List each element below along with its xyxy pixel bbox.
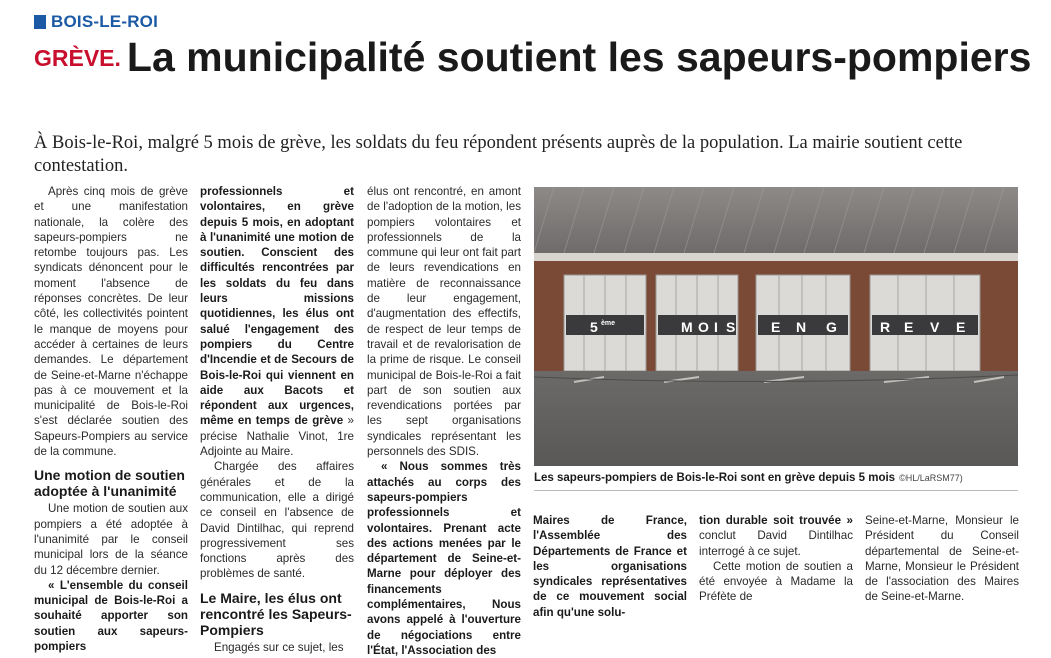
paragraph: Une motion de soutien aux pompiers a été adoptée à l'unanimité par le conseil municipal lors de la séance du 12 décembre dernier. [34, 502, 188, 577]
article-headline [34, 36, 1034, 80]
section-label: BOIS-LE-ROI [51, 12, 159, 31]
paragraph: Après cinq mois de grève et une manifestation nationale, la colère des sapeurs-pompiers ne retombe toujours pas. Les syndicats dénoncent pour le moment l'absence de réponses concrètes. De leur côté, les collectivités pointent le manque de moyens pour accéder à certaines de leurs demandes. Le département de Seine-et-Marne n'échappe pas à ce mouvement et la municipalité de Bois-le-Roi s'est déclarée soutien des Sapeurs-Pompiers au service de la commune. [34, 185, 188, 459]
door-sign-char: V [930, 319, 940, 335]
quote-paragraph [699, 513, 853, 559]
article-column-1 [34, 184, 188, 654]
paragraph: Chargée des affaires générales et de la communication, elle a dirigé ce conseil en l'absence de David Dintilhac, qui reprend progressivement ses fonctions après des problèmes de santé. [200, 460, 354, 581]
article-lead: À Bois-le-Roi, malgré 5 mois de grève, les soldats du feu répondent présents auprès de la population. La mairie soutient cette contestation. [34, 133, 963, 176]
paragraph: Seine-et-Marne, Monsieur le Président du Conseil départemental de Seine-et-Marne, Monsieur le Président de l'association des Maires de Seine-et-Marne. [865, 514, 1019, 604]
door-sign-char: I [714, 319, 718, 335]
caption-text: Les sapeurs-pompiers de Bois-le-Roi sont en grève depuis 5 mois [534, 472, 896, 484]
subheading: Une motion de soutien adoptée à l'unanimité [34, 467, 185, 500]
door-sign-char: ème [601, 320, 616, 327]
article-column-2 [200, 184, 354, 655]
quote-paragraph: « Nous sommes très attachés au corps des sapeurs-pompiers professionnels et volontaires. Prenant acte des actions menées par le département de Seine-et-Marne pour déployer des financements complémentaires, Nous avons appelé à l'ouverture de négociations entre l'État, l'Association des [367, 460, 521, 657]
door-sign-char: E [904, 319, 914, 335]
article-column-6 [865, 513, 1019, 605]
door-sign-char: 5 [590, 319, 598, 335]
quote-text: professionnels et volontaires, en grève depuis 5 mois, en adoptant à l'unanimité une motion de soutien. Conscient des difficultés rencontrées par les soldats du feu dans leurs missions quotidiennes, les élus ont salué l'engagement des pompiers du Centre d'Incendie et de Secours de Bois-le-Roi qui viennent en aide aux Bacots et répondent aux urgences, même en temps de grève [200, 185, 354, 428]
door-sign-char: G [826, 319, 837, 335]
photo-credit: ©HL/LaRSM77) [899, 473, 963, 483]
quote-paragraph: « L'ensemble du conseil municipal de Bois-le-Roi a souhaité apporter son soutien aux sapeurs-pompiers [34, 578, 188, 654]
section-marker-icon [34, 15, 46, 29]
door-sign-char: E [956, 319, 966, 335]
fire-station-photo [534, 187, 1018, 466]
door-sign-char: M [681, 319, 693, 335]
door-sign-char: E [771, 319, 781, 335]
article-column-4 [533, 513, 687, 620]
paragraph: Engagés sur ce sujet, les [214, 640, 344, 654]
door-sign-char: O [698, 319, 709, 335]
quote-paragraph: Maires de France, l'Assemblée des Départements de France et les organisations syndicales représentatives de ce mouvement social afin qu'une solu- [533, 514, 687, 619]
quote-attribution: conclut David Dintilhac interrogé à ce sujet. [699, 529, 853, 558]
article-column-5 [699, 513, 853, 605]
quote-attribution: » précise Nathalie Vinot, 1re Adjointe au Maire. [200, 414, 354, 459]
door-sign-char: R [880, 319, 891, 335]
paragraph: Cette motion de soutien a été envoyée à Madame la Préfète de [699, 559, 853, 604]
caption-divider [534, 490, 1018, 491]
section-header [34, 12, 158, 32]
photo-caption [534, 471, 1018, 485]
door-sign-char: N [796, 319, 807, 335]
fire-station-illustration [534, 187, 1018, 466]
door-sign-char: S [726, 319, 736, 335]
article-column-3 [367, 184, 521, 658]
headline-title: La municipalité soutient les sapeurs-pompiers [126, 34, 1032, 80]
paragraph: élus ont rencontré, en amont de l'adoption de la motion, les pompiers volontaires et professionnels de la commune qui leur ont fait part de leurs revendications en matière de reconnaissance de leur engagement, d'augmentation des effectifs, de respect de leur temps de travail et de revalorisation de la prime de risque. Le conseil municipal de Bois-le-Roi a fait part de son soutien aux revendications portées par les sept organisations syndicales représentant les personnels des SDIS. [367, 185, 521, 459]
quote-text: tion durable soit trouvée » [699, 514, 853, 527]
quote-paragraph [200, 184, 354, 459]
headline-kicker: GRÈVE. [34, 45, 121, 71]
subheading: Le Maire, les élus ont rencontré les Sapeurs-Pompiers [200, 589, 352, 638]
